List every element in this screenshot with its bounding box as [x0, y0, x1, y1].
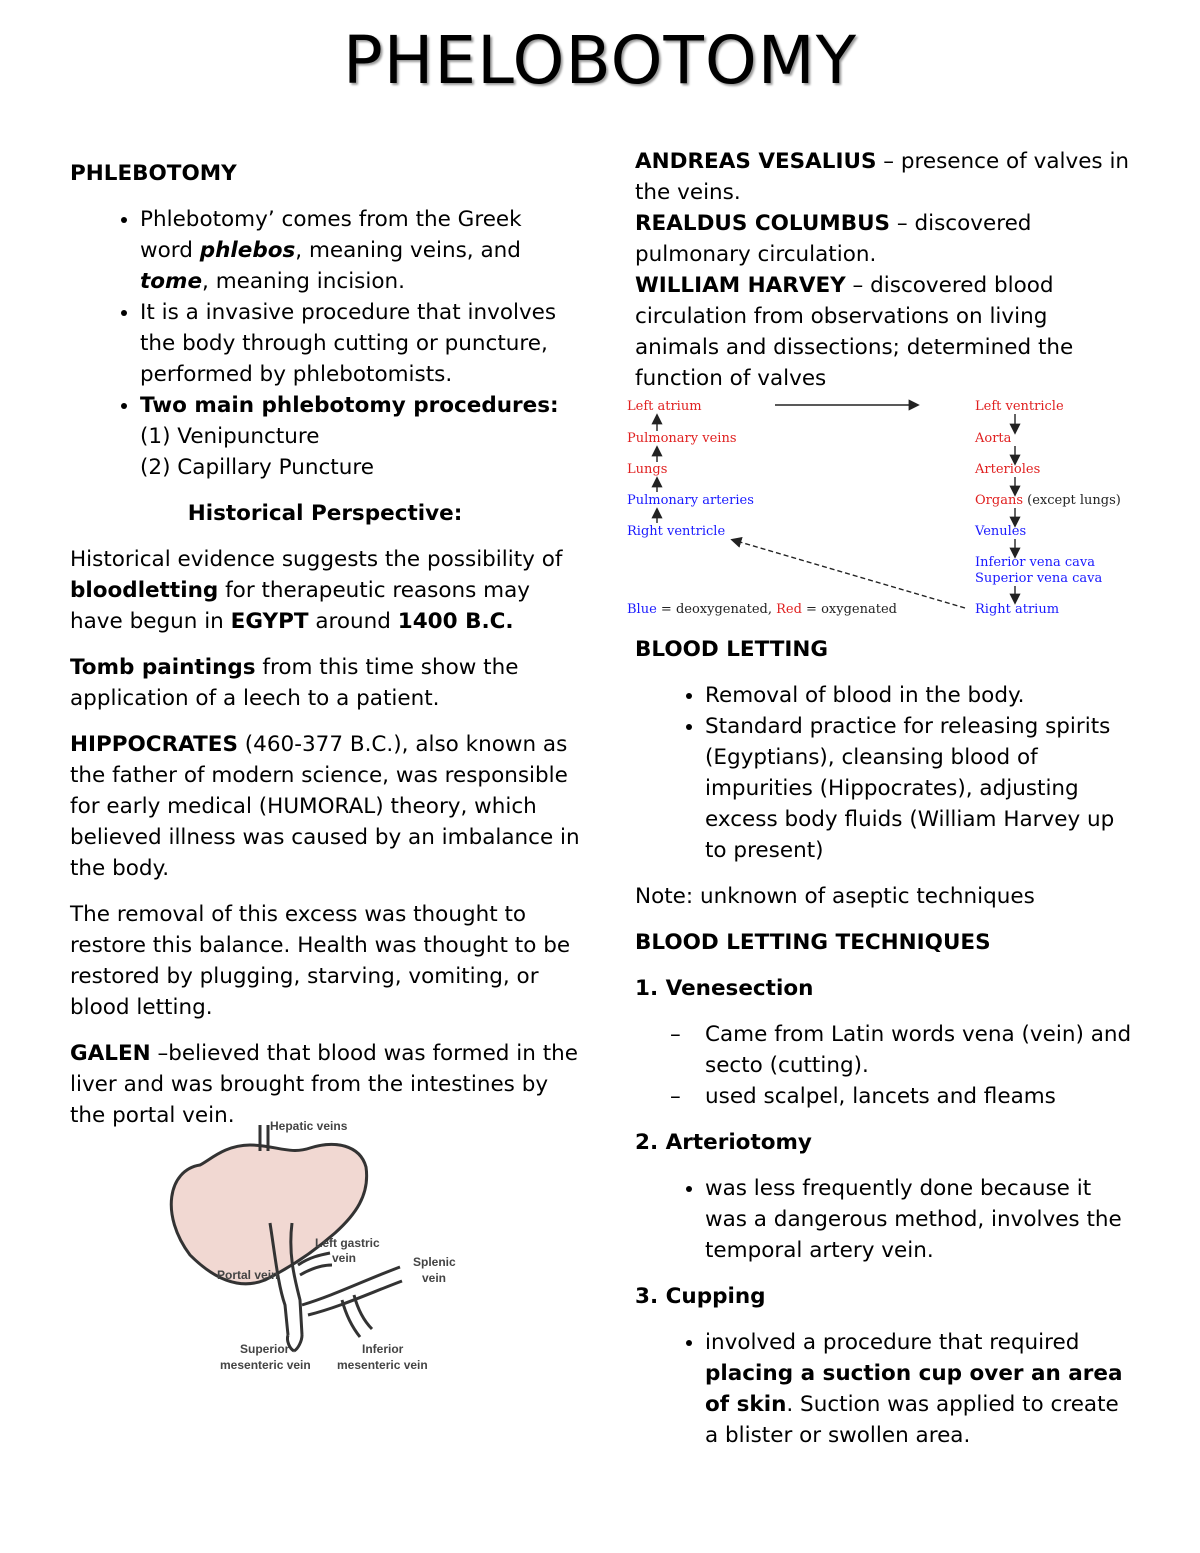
- section-heading-blood-letting: BLOOD LETTING: [635, 637, 829, 662]
- arteriotomy-description: • was less frequently done because it was a dangerous method, involves the temporal artery vein.: [705, 1173, 1135, 1266]
- venesection-details: [635, 1019, 1135, 1112]
- paragraph-harvey: WILLIAM HARVEY – discovered blood circulation from observations on living animals and dissections; determined the function of valves: [635, 273, 1074, 391]
- venesection-origin: – Came from Latin words vena (vein) and secto (cutting).: [705, 1019, 1135, 1081]
- circ-left-ventricle: Left ventricle: [975, 399, 1064, 414]
- page-title: PHELOBOTOMY: [342, 22, 858, 99]
- circ-legend: Blue = deoxygenated, Red = oxygenated: [627, 602, 897, 617]
- splenic-vessel: [302, 1267, 402, 1315]
- cupping-description: • involved a procedure that required placing a suction cup over an area of skin. Suction was applied to create a blister or swollen area.: [705, 1327, 1135, 1451]
- procedure-venipuncture: (1) Venipuncture: [140, 424, 320, 449]
- superior-mesenteric-vessel: [287, 1335, 302, 1351]
- paragraph-galen: GALEN –believed that blood was formed in the liver and was brought from the intestines by the portal vein.: [70, 1041, 578, 1128]
- phlebotomy-bullets: [70, 204, 580, 483]
- left-column: [70, 158, 580, 1131]
- label-splenic: Splenic: [413, 1255, 456, 1269]
- circ-venules: Venules: [975, 524, 1027, 539]
- circ-svc: Superior vena cava: [975, 571, 1103, 586]
- bullet-invasive: • It is a invasive procedure that involves the body through cutting or puncture, performed by phlebotomists.: [140, 297, 580, 390]
- bullet-standard-practice: • Standard practice for releasing spirits (Egyptians), cleansing blood of impurities (Hippocrates), adjusting excess body fluids (William Harvey up to present): [705, 711, 1135, 866]
- label-portal-vein: Portal vein: [217, 1268, 279, 1282]
- paragraph-egypt: Historical evidence suggests the possibility of bloodletting for therapeutic reasons may have begun in EGYPT around 1400 B.C.: [70, 547, 563, 634]
- bullet-procedures: • Two main phlebotomy procedures: (1) Venipuncture (2) Capillary Puncture: [140, 390, 580, 483]
- procedure-capillary: (2) Capillary Puncture: [140, 455, 374, 480]
- circ-right-atrium: Right atrium: [975, 602, 1060, 617]
- liver-portal-diagram: [160, 1115, 480, 1385]
- bullet-removal: • Removal of blood in the body.: [705, 680, 1135, 711]
- arteriotomy-details: [635, 1173, 1135, 1266]
- circulation-diagram: [625, 394, 1125, 620]
- cupping-details: [635, 1327, 1135, 1451]
- label-left-gastric-2: vein: [332, 1251, 357, 1265]
- circ-organs: Organs (except lungs): [975, 493, 1121, 508]
- label-inferior-2: mesenteric vein: [337, 1358, 428, 1372]
- label-inferior: Inferior: [362, 1342, 404, 1356]
- venesection-tools: – used scalpel, lancets and fleams: [705, 1081, 1135, 1112]
- blood-letting-bullets: [635, 680, 1135, 866]
- technique-cupping: 3. Cupping: [635, 1284, 766, 1309]
- note-aseptic: Note: unknown of aseptic techniques: [635, 884, 1035, 909]
- circ-left-atrium: Left atrium: [627, 399, 702, 414]
- paragraph-balance: The removal of this excess was thought to restore this balance. Health was thought to be restored by plugging, starving, vomiting, or blood letting.: [70, 902, 571, 1020]
- technique-venesection: 1. Venesection: [635, 976, 814, 1001]
- circ-aorta: Aorta: [975, 431, 1012, 446]
- paragraph-columbus: REALDUS COLUMBUS – discovered pulmonary circulation.: [635, 211, 1032, 267]
- label-superior-2: mesenteric vein: [220, 1358, 311, 1372]
- bullet-etymology: • Phlebotomy’ comes from the Greek word phlebos, meaning veins, and tome, meaning incision.: [140, 204, 580, 297]
- circ-right-ventricle: Right ventricle: [627, 524, 726, 539]
- label-splenic-2: vein: [422, 1271, 447, 1285]
- circ-lungs: Lungs: [627, 462, 668, 477]
- paragraph-tomb-paintings: Tomb paintings from this time show the application of a leech to a patient.: [70, 655, 519, 711]
- right-column: [627, 146, 1135, 1466]
- circ-pulmonary-arteries: Pulmonary arteries: [627, 493, 754, 508]
- label-hepatic-veins: Hepatic veins: [270, 1119, 348, 1133]
- historical-perspective-heading: Historical Perspective:: [187, 501, 463, 526]
- technique-arteriotomy: 2. Arteriotomy: [635, 1130, 812, 1155]
- paragraph-hippocrates: HIPPOCRATES (460-377 B.C.), also known as the father of modern science, was responsible for early medical (HUMORAL) theory, which believed illness was caused by an imbalance in the body.: [70, 732, 580, 881]
- circ-pulmonary-veins: Pulmonary veins: [627, 431, 737, 446]
- circ-ivc: Inferior vena cava: [975, 555, 1095, 570]
- label-left-gastric: Left gastric: [315, 1236, 380, 1250]
- label-superior: Superior: [240, 1342, 290, 1356]
- section-heading-phlebotomy: PHLEBOTOMY: [70, 161, 237, 186]
- paragraph-vesalius: ANDREAS VESALIUS – presence of valves in the veins.: [635, 149, 1130, 205]
- circ-arterioles: Arterioles: [975, 462, 1041, 477]
- section-heading-techniques: BLOOD LETTING TECHNIQUES: [635, 930, 991, 955]
